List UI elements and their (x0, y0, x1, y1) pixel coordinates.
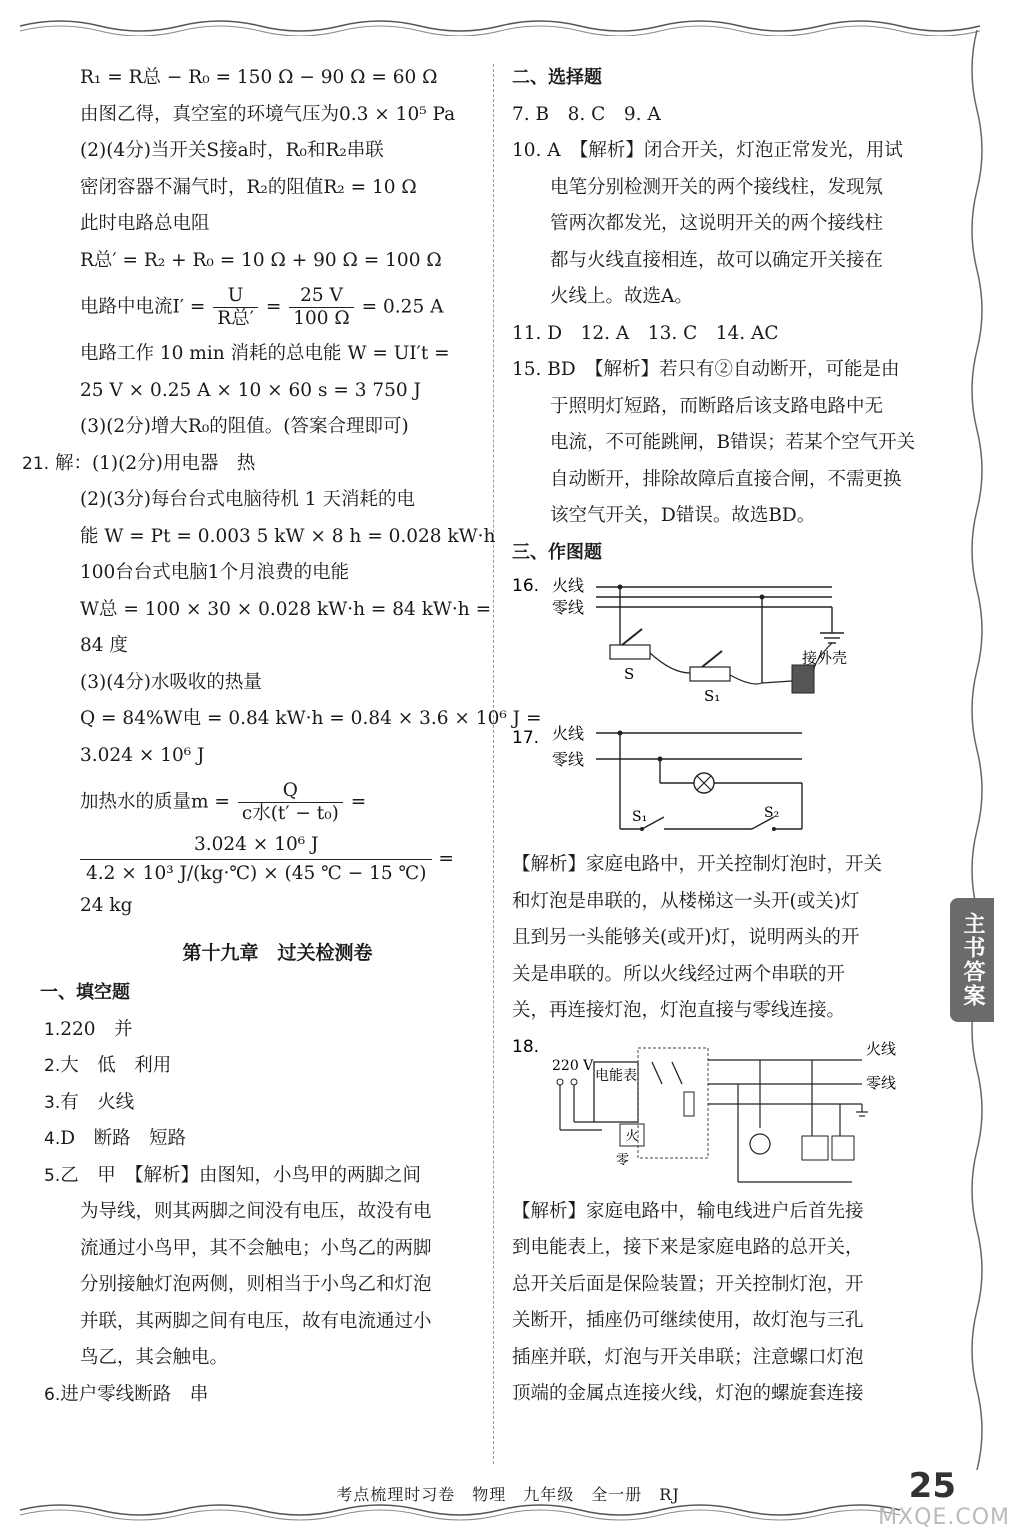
solution-line: (3)(2分)增大R₀的阻值。(答案合理即可) (80, 416, 409, 437)
solution-line: 自动断开，排除故障后直接合闸，不需更换 (550, 468, 902, 490)
socket-icon (802, 1136, 828, 1160)
chapter-title: 第十九章 过关检测卷 (182, 941, 373, 964)
solution-line: (2)(4分)当开关S接a时，R₀和R₂串联 (80, 140, 384, 161)
explanation-line: 顶端的金属点连接火线，灯泡的螺旋套连接 (512, 1383, 864, 1404)
answer-item: 6.进户零线断路 串 (44, 1383, 209, 1405)
solution-line: 都与火线直接相连，故可以确定开关接在 (550, 249, 884, 271)
svg-text:S: S (624, 665, 635, 683)
answer-item: 2.大 低 利用 (44, 1055, 172, 1076)
solution-line: R总′ = R₂ + R₀ = 10 Ω + 90 Ω = 100 Ω (80, 249, 442, 271)
section-heading: 一、填空题 (40, 982, 130, 1003)
svg-text:零: 零 (616, 1152, 630, 1168)
svg-text:零线: 零线 (552, 750, 585, 769)
solution-line: 84 度 (80, 635, 128, 656)
explanation-line: 关，再连接灯泡，灯泡直接与零线连接。 (512, 1000, 846, 1021)
svg-text:零线: 零线 (866, 1073, 897, 1092)
section-heading: 二、选择题 (512, 67, 602, 88)
svg-text:17.: 17. (512, 728, 540, 748)
svg-text:220 V: 220 V (552, 1057, 594, 1074)
fraction: $\frac{Q}{\text{c水(t′ − t₀)}}$ (238, 780, 343, 825)
circuit-diagram-18 (512, 1032, 932, 1192)
explanation-line: 【解析】家庭电路中，开关控制灯泡时，开关 (512, 854, 883, 875)
top-wavy-border (0, 14, 1016, 36)
answer-item: 3.有 火线 (44, 1091, 135, 1113)
explanation-line: 总开关后面是保险装置；开关控制灯泡，开 (512, 1273, 864, 1295)
answer-item: 7. B 8. C 9. A (512, 103, 661, 125)
right-wavy-border (962, 30, 992, 1470)
svg-text:18.: 18. (512, 1036, 540, 1057)
explanation-line: 到电能表上，接下来是家庭电路的总开关， (512, 1237, 864, 1258)
solution-line: 管两次都发光，这说明开关的两个接线柱 (550, 213, 884, 234)
solution-line: 100台台式电脑1个月浪费的电能 (80, 562, 350, 583)
page-footer: 考点梳理时习卷 物理 九年级 全一册 RJ (336, 1485, 680, 1504)
svg-text:火线: 火线 (866, 1039, 897, 1058)
solution-line: 该空气开关，D错误。故选BD。 (550, 505, 816, 526)
fraction: $\frac{U}{\text{R总′}}$ (213, 285, 258, 330)
answer-item: 4.D 断路 短路 (44, 1128, 187, 1149)
question-21: 21. 解：(1)(2分)用电器 热 (22, 452, 256, 474)
svg-text:S₂: S₂ (764, 805, 780, 821)
svg-text:S₁: S₁ (704, 687, 721, 705)
solution-line: 火线上。故选A。 (550, 286, 693, 307)
solution-line: 3.024 × 10⁶ J (80, 744, 205, 766)
switch-box-icon (832, 1136, 854, 1160)
neutral-wire-label: 零线 (552, 598, 585, 617)
explanation-line: 和灯泡是串联的，从楼梯这一头开(或关)灯 (512, 890, 860, 912)
explanation-line: 【解析】家庭电路中，输电线进户后首先接 (512, 1200, 864, 1222)
switch-s-icon (610, 645, 650, 659)
appliance-icon (792, 665, 814, 693)
explanation-line: 关是串联的。所以火线经过两个串联的开 (512, 963, 846, 985)
fraction: $\frac{25 V}{100 \Omega}$ (289, 285, 354, 330)
solution-line: R₁ = R总 − R₀ = 150 Ω − 90 Ω = 60 Ω (80, 67, 438, 88)
solution-line: 电笔分别检测开关的两个接线柱，发现氖 (550, 176, 884, 198)
solution-line: 密闭容器不漏气时，R₂的阻值R₂ = 10 Ω (80, 176, 417, 198)
page-number: 25 (908, 1466, 956, 1506)
column-divider (493, 64, 494, 1464)
svg-text:火线: 火线 (552, 725, 585, 743)
right-column (512, 60, 942, 1413)
solution-line: 并联，其两脚之间有电压，故有电流通过小 (80, 1310, 432, 1332)
solution-line: 为导线，则其两脚之间没有电压，故没有电 (80, 1201, 432, 1222)
current-formula: 电路中电流I′ = $\frac{U}{\text{R总′}}$ = $\frac{25 V}{100 \Omega}$ = 0.25 A (80, 285, 444, 329)
answer-item: 5.乙 甲 【解析】由图知，小鸟甲的两脚之间 (44, 1164, 421, 1186)
mass-formula: 加热水的质量m = $\frac{Q}{\text{c水(t′ − t₀)}}$ = (80, 780, 367, 824)
solution-line: Q = 84%W电 = 0.84 kW·h = 0.84 × 3.6 × 10⁶ J = (80, 708, 542, 729)
solution-line: 能 W = Pt = 0.003 5 kW × 8 h = 0.028 kW·h (80, 525, 496, 547)
solution-line: 24 kg (80, 895, 133, 916)
solution-line: 分别接触灯泡两侧，则相当于小鸟乙和灯泡 (80, 1274, 432, 1295)
circuit-diagram-16 (512, 573, 892, 723)
svg-text:S₁: S₁ (632, 809, 648, 825)
answer-item: 10. A 【解析】闭合开关，灯泡正常发光，用试 (512, 140, 903, 161)
solution-line: 电流，不可能跳闸，B错误；若某个空气开关 (550, 432, 916, 453)
watermark: MXQE.COM (878, 1505, 1010, 1530)
answer-item: 11. D 12. A 13. C 14. AC (512, 322, 779, 344)
fraction: $\frac{\text{3.024 × 10⁶ J}}{\text{4.2 × 10³ J/(kg·℃) × (45 ℃ − 15 ℃)}}$ (80, 831, 432, 888)
big-fraction-line: $\frac{\text{3.024 × 10⁶ J}}{\text{4.2 × 10³ J/(kg·℃) × (45 ℃ − 15 ℃)}}$ = (80, 831, 475, 888)
main-book-answers-tab: 主书答案 (950, 898, 994, 1022)
shell-label: 接外壳 (802, 649, 848, 667)
solution-line: 电路工作 10 min 消耗的总电能 W = UI′t = (80, 343, 450, 364)
solution-line: 于照明灯短路，而断路后该支路电路中无 (550, 395, 884, 417)
solution-line: 25 V × 0.25 A × 10 × 60 s = 3 750 J (80, 379, 421, 401)
question-number: 16. (512, 576, 540, 596)
svg-text:电能表: 电能表 (595, 1067, 637, 1084)
solution-line: W总 = 100 × 30 × 0.028 kW·h = 84 kW·h = (80, 598, 492, 620)
circuit-diagram-17 (512, 725, 892, 845)
solution-line: (2)(3分)每台台式电脑待机 1 天消耗的电 (80, 489, 415, 510)
explanation-line: 关断开，插座仍可继续使用，故灯泡与三孔 (512, 1310, 864, 1331)
solution-line: 流通过小鸟甲，其不会触电；小鸟乙的两脚 (80, 1237, 432, 1259)
switch-s1-icon (690, 667, 730, 681)
solution-line: (3)(4分)水吸收的热量 (80, 671, 262, 693)
solution-line: 此时电路总电阻 (80, 213, 210, 234)
answer-item: 15. BD 【解析】若只有②自动断开，可能是由 (512, 359, 900, 380)
explanation-line: 插座并联，灯泡与开关串联；注意螺口灯泡 (512, 1346, 864, 1368)
live-wire-label: 火线 (552, 576, 585, 595)
section-heading: 三、作图题 (512, 541, 602, 563)
fuse-icon (684, 1092, 694, 1116)
solution-line: 鸟乙，其会触电。 (80, 1347, 229, 1368)
bulb-icon (750, 1134, 770, 1154)
answer-item: 1.220 并 (44, 1018, 133, 1040)
explanation-line: 且到另一头能够关(或开)灯，说明两头的开 (512, 927, 860, 948)
solution-line: 由图乙得，真空室的环境气压为0.3 × 10⁵ Pa (80, 103, 456, 125)
svg-text:火: 火 (625, 1128, 639, 1144)
